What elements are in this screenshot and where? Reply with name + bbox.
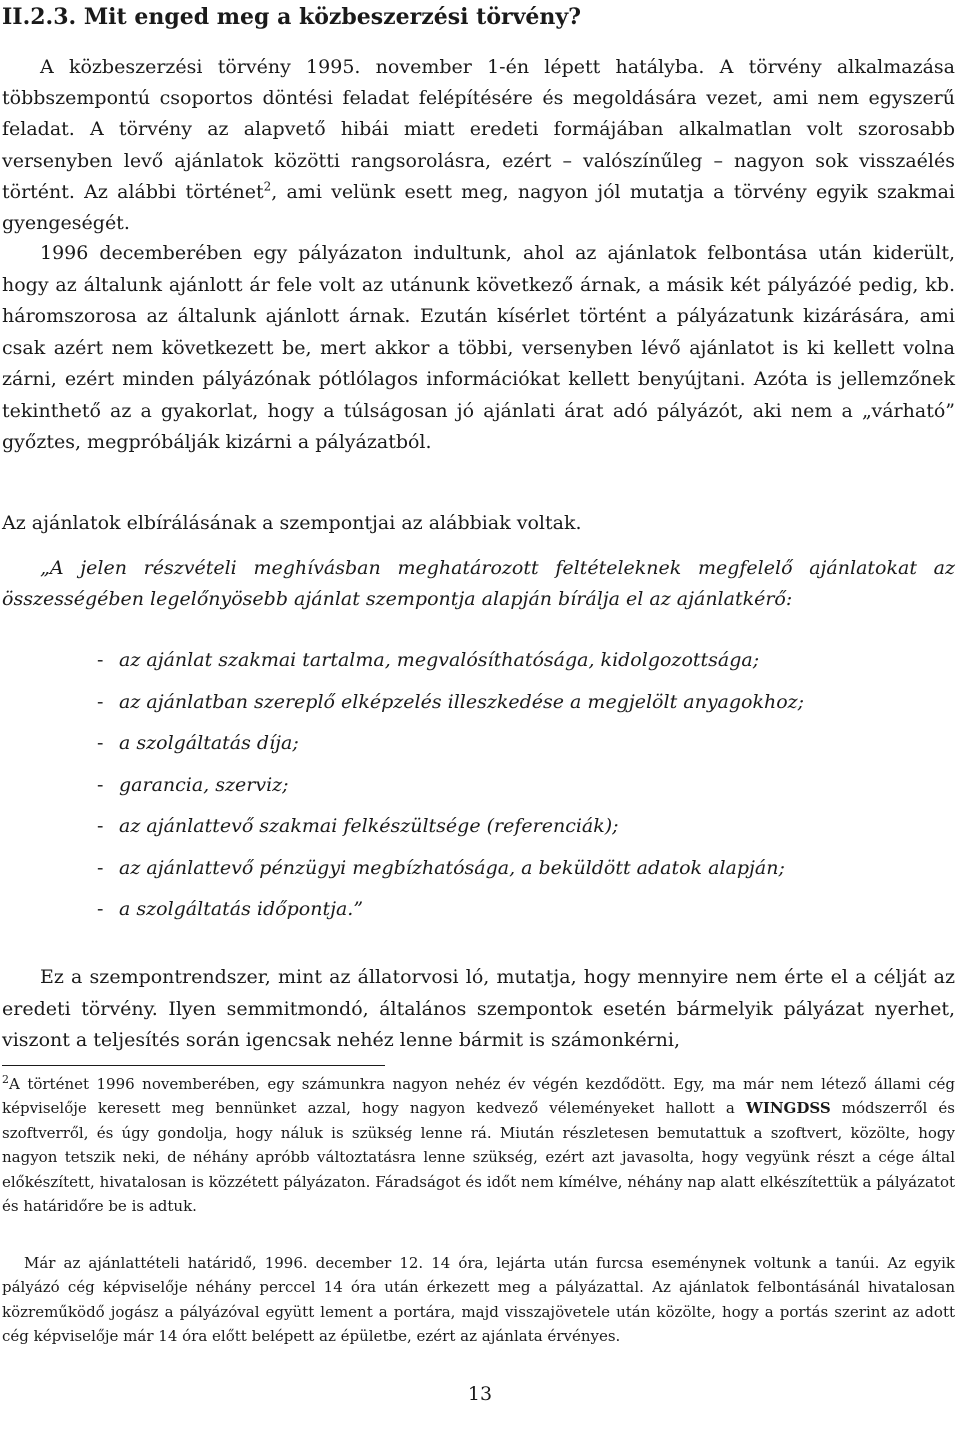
criteria-list bbox=[97, 645, 957, 936]
footnote-text-a: A történet 1996 novemberében, egy számunkra nagyon nehéz év végén kezdődött. Egy, ma már nem létező állami cég képviselője keresett meg bennünket azzal, hogy nagyon kedvező véleményeket hallott a bbox=[2, 1075, 955, 1118]
criteria-item-text: az ajánlattevő szakmai felkészültsége (referenciák); bbox=[119, 815, 619, 837]
list-dash: - bbox=[97, 732, 104, 754]
criteria-item bbox=[97, 645, 957, 687]
page-number: 13 bbox=[467, 1383, 493, 1405]
list-dash: - bbox=[97, 856, 104, 879]
criteria-item bbox=[97, 811, 957, 853]
paragraph-assessment-text: Ez a szempontrendszer, mint az állatorvosi ló, mutatja, hogy mennyire nem érte el a célját az eredeti törvény. Ilyen semmitmondó, általános szempontok esetén bármelyik pályázat nyerhet, viszont a teljesítés során igencsak nehéz lenne bármit is számonkérni, bbox=[2, 966, 955, 1051]
paragraph-criteria-intro: Az ajánlatok elbírálásának a szempontjai az alábbiak voltak. bbox=[2, 512, 582, 534]
paragraph-assessment bbox=[2, 962, 955, 1057]
list-dash: - bbox=[97, 690, 104, 713]
list-dash: - bbox=[97, 773, 104, 796]
list-dash: - bbox=[97, 898, 104, 920]
quoted-invitation bbox=[2, 553, 955, 615]
paragraph-intro-text-b: , ami velünk esett meg, nagyon jól mutatja a törvény egyik szakmai gyengeségét. bbox=[2, 180, 955, 235]
section-heading: II.2.3. Mit enged meg a közbeszerzési törvény? bbox=[2, 4, 582, 30]
list-dash: - bbox=[97, 815, 104, 837]
paragraph-intro bbox=[2, 52, 955, 239]
criteria-item-text: az ajánlattevő pénzügyi megbízhatósága, a beküldött adatok alapján; bbox=[119, 856, 785, 879]
criteria-item bbox=[97, 728, 957, 770]
quoted-invitation-text: „A jelen részvételi meghívásban meghatározott feltételeknek megfelelő ajánlatokat az összességében legelőnyösebb ajánlat szempontja alapján bírálja el az ajánlatkérő: bbox=[2, 557, 955, 610]
list-dash: - bbox=[97, 649, 104, 671]
criteria-item-text: a szolgáltatás időpontja.” bbox=[119, 898, 364, 920]
footnote-separator bbox=[2, 1065, 385, 1066]
paragraph-story bbox=[2, 238, 955, 459]
paragraph-intro-text-a: A közbeszerzési törvény 1995. november 1-én lépett hatályba. A törvény alkalmazása többszempontú csoportos döntési feladat felépítésére és megoldására vezet, ami nem egyszerű feladat. A törvény az alapvető hibái miatt eredeti formájában alkalmatlan volt szorosabb versenyben levő ajánlatok közötti rangsorolásra, ezért – valószínűleg – nagyon sok visszaélés történt. Az alábbi történet bbox=[2, 56, 955, 203]
criteria-item-text: az ajánlat szakmai tartalma, megvalósíthatósága, kidolgozottsága; bbox=[119, 649, 760, 671]
footnote-continuation-text: Már az ajánlattételi határidő, 1996. december 12. 14 óra, lejárta után furcsa eseménynek voltunk a tanúi. Az egyik pályázó cég képviselője néhány perccel 14 óra után érkezett meg a pályázattal. Az ajánlatok felbontásánál hivatalosan közreműködő jogász a pályázóval együtt lement a portára, majd visszajövetele után közölte, hogy a portás szerint az adott cég képviselője már 14 óra előtt belépett az épületbe, ezért az ajánlata érvényes. bbox=[2, 1254, 955, 1346]
criteria-item-text: a szolgáltatás díja; bbox=[119, 732, 299, 754]
criteria-item-text: garancia, szerviz; bbox=[119, 773, 289, 796]
footnote bbox=[2, 1072, 955, 1218]
criteria-item bbox=[97, 687, 957, 729]
footnote-continuation bbox=[2, 1251, 955, 1349]
footnote-text-b: módszerről és szoftverről, és úgy gondolja, hogy náluk is szükség lenne rá. Miután részletesen bemutattuk a szoftvert, közölte, hogy nagyon tetszik neki, de néhány apróbb változtatásra lenne szükség, ezért azt javasolta, hogy vegyünk részt a cége által előkészített, hivatalosan is közzétett pályázaton. Fáradságot és időt nem kímélve, néhány nap alatt elkészítettük a pályázatot és határidőre be is adtuk. bbox=[2, 1099, 955, 1216]
footnote-software-name: WINGDSS bbox=[745, 1099, 831, 1118]
footnote-mark: 2 bbox=[2, 1073, 9, 1086]
criteria-item-text: az ajánlatban szereplő elképzelés illeszkedése a megjelölt anyagokhoz; bbox=[119, 690, 805, 713]
criteria-item bbox=[97, 853, 957, 895]
paragraph-story-text: 1996 decemberében egy pályázaton indultunk, ahol az ajánlatok felbontása után kiderült, hogy az általunk ajánlott ár fele volt az utánunk következő árnak, a másik két pályázóé pedig, kb. háromszorosa az általunk ajánlott árnak. Ezután kísérlet történt a pályázatunk kizárására, ami csak azért nem következett be, mert akkor a többi, versenyben lévő ajánlatot is ki kellett volna zárni, ezért minden pályázónak pótlólagos információkat kellett benyújtani. Azóta is jellemzőnek tekinthető az a gyakorlat, hogy a túlságosan jó ajánlati árat adó pályázót, aki nem a „várható” győztes, megpróbálják kizárni a pályázatból. bbox=[2, 242, 955, 453]
criteria-item bbox=[97, 770, 957, 812]
criteria-item bbox=[97, 894, 957, 936]
footnote-reference: 2 bbox=[263, 179, 272, 194]
